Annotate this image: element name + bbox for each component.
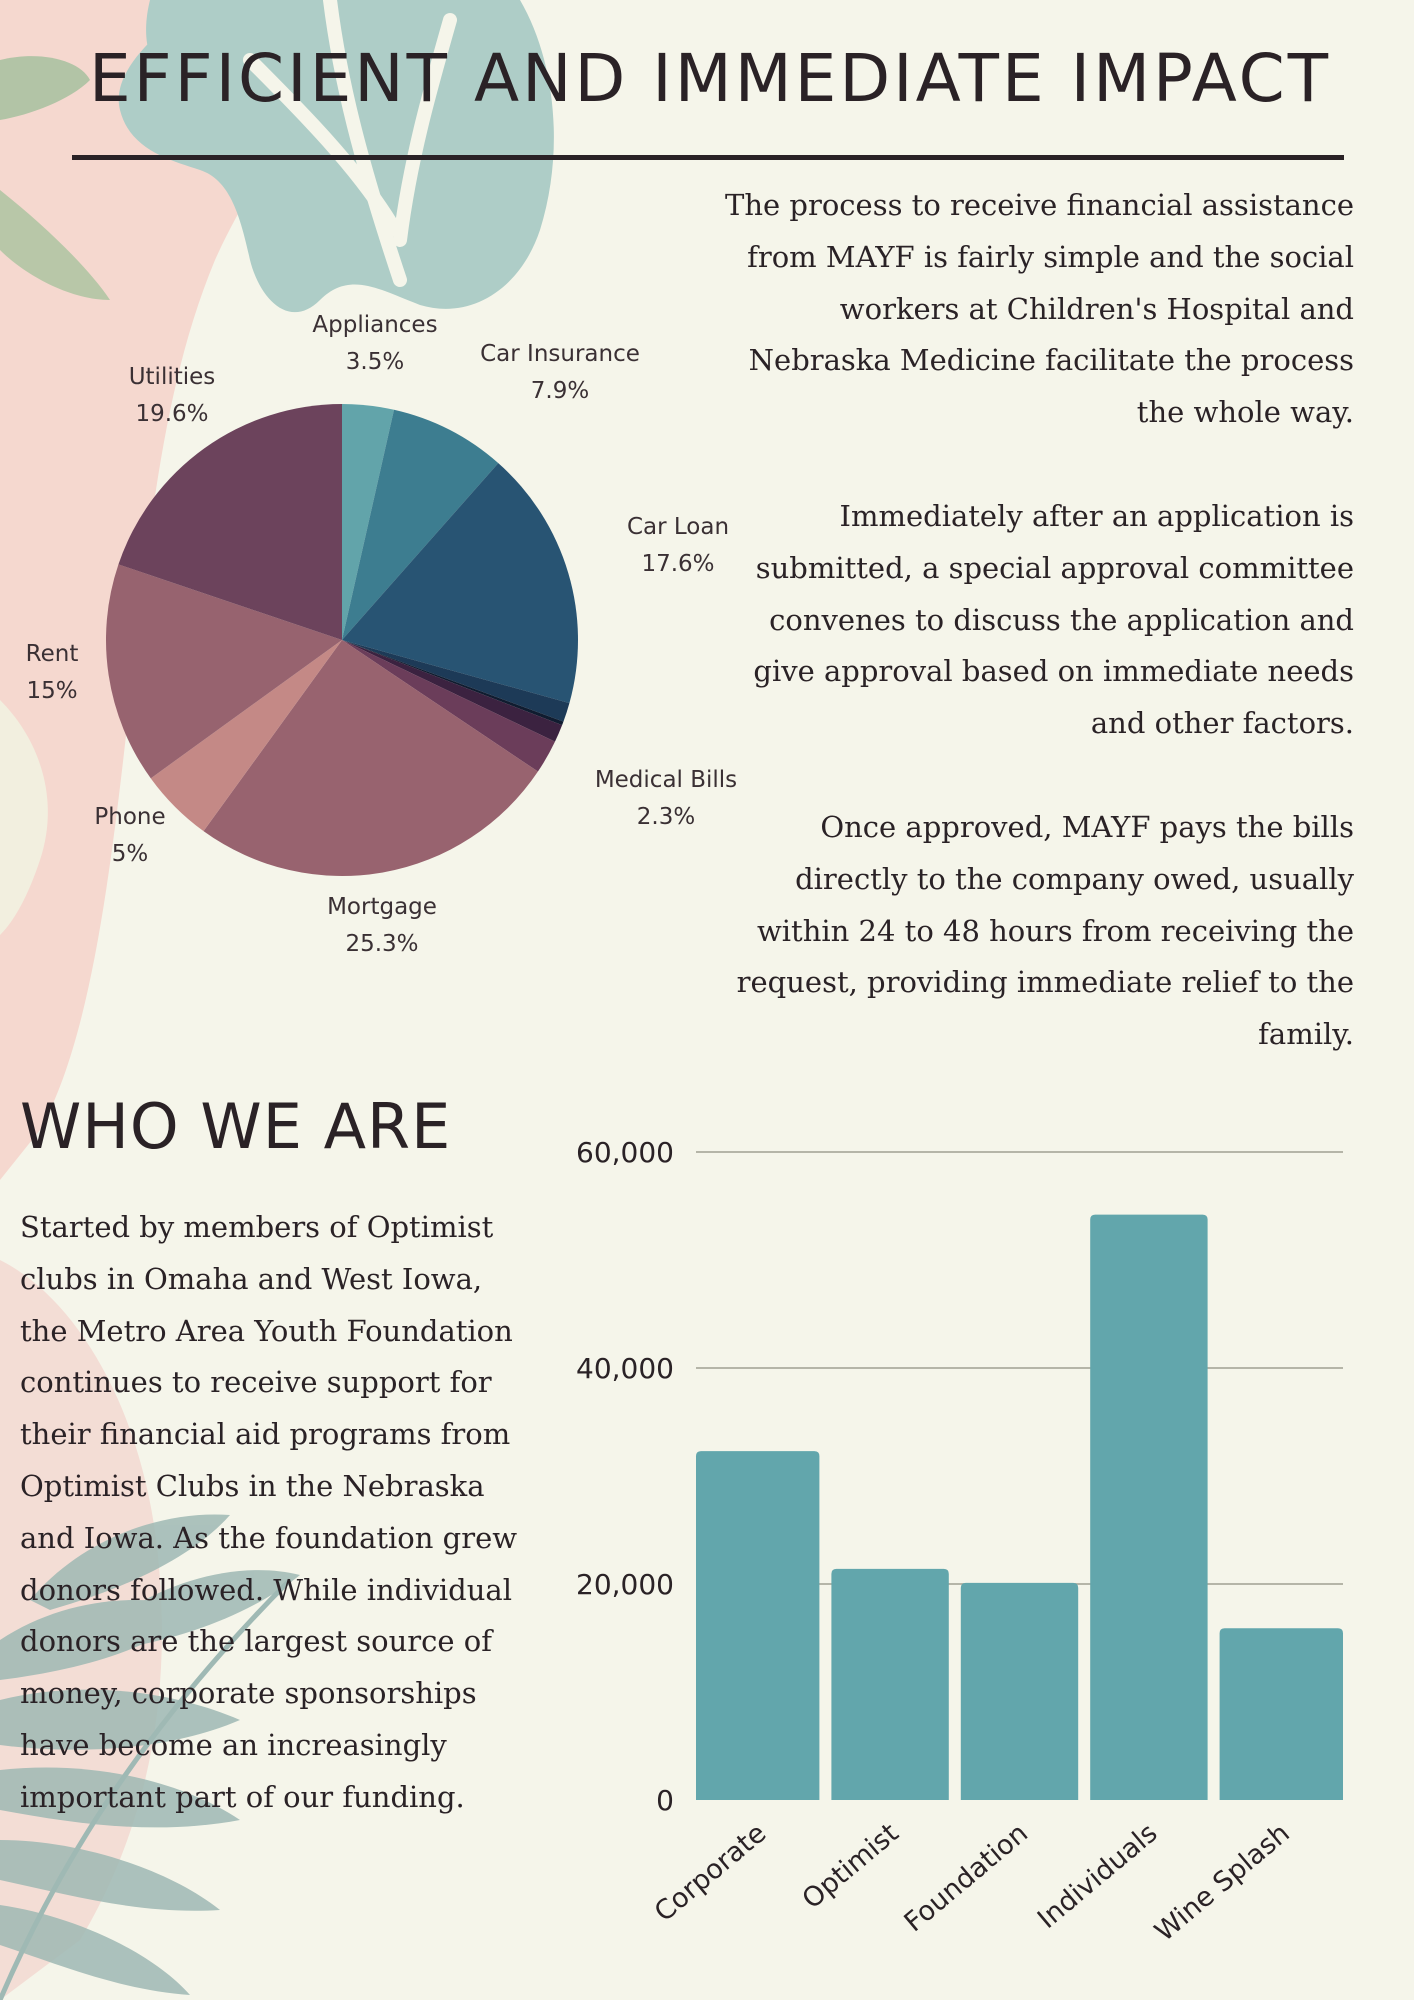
pie-value-utilities: 19.6% (135, 401, 209, 427)
pie-value-car-loan: 17.6% (641, 551, 715, 577)
process-paragraph: The process to receive financial assistance from MAYF is fairly simple and the social workers at Children's Hospital and Nebraska Medicine facilitate the process the whole way. (725, 188, 1354, 430)
page-title: EFFICIENT AND IMMEDIATE IMPACT (88, 40, 1332, 117)
pie-value-mortgage: 25.3% (345, 931, 419, 957)
bar-series (696, 1215, 1343, 1800)
y-tick-label: 40,000 (576, 1352, 674, 1385)
about-paragraph: Started by members of Optimist clubs in Omaha and West Iowa, the Metro Area Youth Foundation continues to receive support for their financial aid programs from Optimist Clubs in the Nebraska and Iowa. As the foundation grew donors followed. While individual donors are the largest source of money, corporate sponsorships have become an increasingly important part of our funding. (20, 1210, 518, 1814)
bar-category-labels (649, 1818, 1296, 1948)
bar-wine-splash (1220, 1628, 1343, 1800)
section-heading: WHO WE ARE (20, 1090, 452, 1163)
process-paragraph: Immediately after an application is submitted, a special approval committee convenes to discuss the application and give approval based on immediate needs and other factors. (753, 498, 1354, 741)
pie-value-rent: 15% (26, 678, 78, 704)
pie-label-car-insurance: Car Insurance (480, 341, 640, 367)
pie-label-appliances: Appliances (312, 312, 438, 338)
funding-bar-chart (540, 1120, 1360, 2000)
y-tick-label: 20,000 (576, 1568, 674, 1601)
pie-label-phone: Phone (94, 804, 166, 830)
x-category-label: Individuals (1031, 1817, 1164, 1935)
y-tick-label: 0 (656, 1784, 674, 1817)
bar-optimist (831, 1569, 948, 1800)
pie-label-rent: Rent (25, 641, 79, 667)
x-category-label: Wine Splash (1149, 1817, 1296, 1948)
bar-y-tick-labels (576, 1136, 674, 1817)
pie-label-car-loan: Car Loan (626, 514, 730, 540)
pie-label-medical-bills: Medical Bills (594, 767, 738, 793)
pie-value-medical-bills: 2.3% (636, 804, 696, 830)
pie-value-appliances: 3.5% (345, 349, 405, 375)
title-divider (72, 155, 1344, 160)
y-tick-label: 60,000 (576, 1136, 674, 1169)
bar-foundation (961, 1583, 1078, 1800)
pie-value-car-insurance: 7.9% (530, 378, 590, 404)
pie-label-utilities: Utilities (128, 364, 216, 390)
pie-slices (106, 404, 578, 876)
bar-individuals (1090, 1215, 1207, 1800)
process-description (700, 180, 1354, 1113)
bar-corporate (696, 1451, 819, 1800)
x-category-label: Optimist (796, 1817, 905, 1916)
x-category-label: Corporate (648, 1817, 773, 1929)
pie-value-phone: 5% (111, 841, 149, 867)
pie-label-mortgage: Mortgage (327, 894, 437, 920)
process-paragraph: Once approved, MAYF pays the bills directly to the company owed, usually within 24 to 48 hours from receiving the request, providing immediate relief to the family. (736, 809, 1354, 1052)
expenses-pie-chart (0, 300, 780, 980)
x-category-label: Foundation (898, 1817, 1034, 1939)
